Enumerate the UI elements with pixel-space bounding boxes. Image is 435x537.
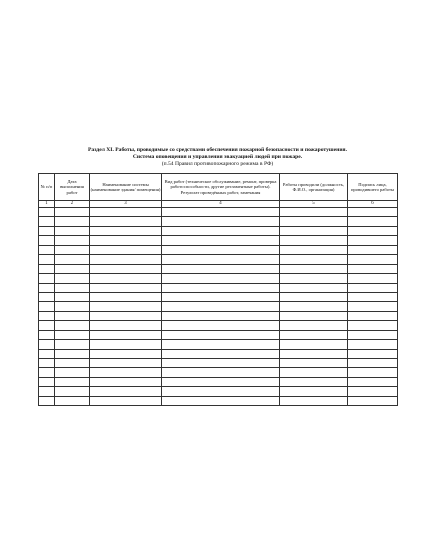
col-header-performed-by: Работы проводили (должность, Ф.И.О., организация) <box>280 174 348 201</box>
table-cell[interactable] <box>90 264 162 273</box>
table-cell[interactable] <box>348 377 398 386</box>
table-cell[interactable] <box>162 236 280 245</box>
table-cell[interactable] <box>348 321 398 330</box>
table-row <box>39 274 398 283</box>
table-cell[interactable] <box>90 349 162 358</box>
table-cell[interactable] <box>348 208 398 217</box>
table-cell[interactable] <box>39 340 55 349</box>
table-cell[interactable] <box>162 264 280 273</box>
table-cell[interactable] <box>39 292 55 301</box>
table-row <box>39 311 398 320</box>
table-cell[interactable] <box>162 245 280 254</box>
table-cell[interactable] <box>39 396 55 405</box>
table-cell[interactable] <box>348 245 398 254</box>
column-number: 3 <box>90 201 162 208</box>
table-cell[interactable] <box>39 226 55 235</box>
table-cell[interactable] <box>39 321 55 330</box>
col-header-system-name: Наименование системы (наименование здания/ помещения) <box>90 174 162 201</box>
table-cell[interactable] <box>348 359 398 368</box>
table-cell[interactable] <box>55 283 90 292</box>
table-cell[interactable] <box>348 264 398 273</box>
table-row <box>39 377 398 386</box>
table-cell[interactable] <box>348 340 398 349</box>
table-cell[interactable] <box>280 236 348 245</box>
table-cell[interactable] <box>280 321 348 330</box>
table-cell[interactable] <box>348 368 398 377</box>
table-cell[interactable] <box>162 321 280 330</box>
heading-title-line-2: Система оповещения и управления эвакуацией людей при пожаре. <box>132 154 303 161</box>
table-cell[interactable] <box>39 302 55 311</box>
table-header-row <box>39 174 398 201</box>
col-header-work-type: Вид работ (техническое обслуживание, ремонт, проверка работоспособности, другие регламентные работы). Результат проведённых работ, замечания <box>162 174 280 201</box>
table-cell[interactable] <box>90 208 162 217</box>
table-row <box>39 340 398 349</box>
table-cell[interactable] <box>90 245 162 254</box>
section-heading <box>40 147 395 169</box>
table-cell[interactable] <box>55 330 90 339</box>
table-cell[interactable] <box>55 274 90 283</box>
table-cell[interactable] <box>55 236 90 245</box>
table-cell[interactable] <box>90 302 162 311</box>
table-cell[interactable] <box>55 226 90 235</box>
table-cell[interactable] <box>55 208 90 217</box>
table-cell[interactable] <box>162 292 280 301</box>
table-cell[interactable] <box>55 349 90 358</box>
table-cell[interactable] <box>162 349 280 358</box>
table-cell[interactable] <box>90 311 162 320</box>
table-row <box>39 330 398 339</box>
table-cell[interactable] <box>280 340 348 349</box>
table-row <box>39 359 398 368</box>
table-cell[interactable] <box>348 274 398 283</box>
table-body <box>39 208 398 406</box>
table-cell[interactable] <box>90 377 162 386</box>
table-row <box>39 292 398 301</box>
table-row <box>39 226 398 235</box>
table-cell[interactable] <box>55 340 90 349</box>
table-cell[interactable] <box>55 255 90 264</box>
table-cell[interactable] <box>90 387 162 396</box>
table-cell[interactable] <box>90 396 162 405</box>
table-cell[interactable] <box>280 349 348 358</box>
table-cell[interactable] <box>55 245 90 254</box>
table-cell[interactable] <box>280 208 348 217</box>
table-cell[interactable] <box>280 255 348 264</box>
table-row <box>39 264 398 273</box>
table-cell[interactable] <box>280 396 348 405</box>
table-cell[interactable] <box>39 377 55 386</box>
table-cell[interactable] <box>39 359 55 368</box>
table-cell[interactable] <box>39 330 55 339</box>
table-cell[interactable] <box>162 208 280 217</box>
table-cell[interactable] <box>55 368 90 377</box>
table-cell[interactable] <box>55 264 90 273</box>
column-number: 1 <box>39 201 55 208</box>
table-cell[interactable] <box>280 283 348 292</box>
table-cell[interactable] <box>39 311 55 320</box>
table-cell[interactable] <box>280 292 348 301</box>
table-cell[interactable] <box>55 377 90 386</box>
col-header-signature: Подпись лица, проводившего работы <box>348 174 398 201</box>
column-number: 5 <box>280 201 348 208</box>
table-cell[interactable] <box>39 236 55 245</box>
table-cell[interactable] <box>162 274 280 283</box>
table-cell[interactable] <box>280 226 348 235</box>
table-cell[interactable] <box>90 226 162 235</box>
table-cell[interactable] <box>39 255 55 264</box>
table-cell[interactable] <box>90 292 162 301</box>
column-number: 4 <box>162 201 280 208</box>
table-cell[interactable] <box>39 217 55 226</box>
table-cell[interactable] <box>162 396 280 405</box>
table-cell[interactable] <box>280 217 348 226</box>
table-cell[interactable] <box>39 264 55 273</box>
table-cell[interactable] <box>280 274 348 283</box>
table-cell[interactable] <box>348 283 398 292</box>
table-cell[interactable] <box>162 255 280 264</box>
column-number: 6 <box>348 201 398 208</box>
table-cell[interactable] <box>90 368 162 377</box>
table-cell[interactable] <box>90 321 162 330</box>
table-row <box>39 368 398 377</box>
table-cell[interactable] <box>90 217 162 226</box>
table-cell[interactable] <box>39 245 55 254</box>
table-row <box>39 321 398 330</box>
table-cell[interactable] <box>280 368 348 377</box>
table-cell[interactable] <box>55 217 90 226</box>
table-cell[interactable] <box>348 349 398 358</box>
table-row <box>39 208 398 217</box>
table-cell[interactable] <box>55 387 90 396</box>
works-log-table <box>38 173 398 406</box>
table-cell[interactable] <box>55 292 90 301</box>
table-cell[interactable] <box>348 226 398 235</box>
table-cell[interactable] <box>90 359 162 368</box>
table-cell[interactable] <box>162 311 280 320</box>
table-cell[interactable] <box>162 377 280 386</box>
table-cell[interactable] <box>348 292 398 301</box>
table-cell[interactable] <box>280 311 348 320</box>
heading-rules-note: (п.54 Правил противопожарного режима в РФ) <box>161 161 274 168</box>
table-row <box>39 236 398 245</box>
table-row <box>39 245 398 254</box>
table-cell[interactable] <box>39 387 55 396</box>
table-row <box>39 283 398 292</box>
table-cell[interactable] <box>162 368 280 377</box>
table-cell[interactable] <box>348 330 398 339</box>
table-cell[interactable] <box>162 217 280 226</box>
table-cell[interactable] <box>162 226 280 235</box>
table-cell[interactable] <box>90 274 162 283</box>
table-cell[interactable] <box>162 302 280 311</box>
table-cell[interactable] <box>162 340 280 349</box>
table-row <box>39 396 398 405</box>
table-cell[interactable] <box>162 359 280 368</box>
column-number: 2 <box>55 201 90 208</box>
table-cell[interactable] <box>55 302 90 311</box>
table-cell[interactable] <box>39 368 55 377</box>
table-cell[interactable] <box>90 330 162 339</box>
table-row <box>39 302 398 311</box>
table-cell[interactable] <box>348 311 398 320</box>
col-header-date: Дата выполнения работ <box>55 174 90 201</box>
table-cell[interactable] <box>280 330 348 339</box>
table-cell[interactable] <box>280 387 348 396</box>
table-row <box>39 387 398 396</box>
column-number-row <box>39 201 398 208</box>
table-cell[interactable] <box>55 396 90 405</box>
table-cell[interactable] <box>39 283 55 292</box>
table-cell[interactable] <box>39 349 55 358</box>
table-row <box>39 255 398 264</box>
table-cell[interactable] <box>90 255 162 264</box>
table-row <box>39 217 398 226</box>
table-row <box>39 349 398 358</box>
table-cell[interactable] <box>348 255 398 264</box>
table-cell[interactable] <box>280 377 348 386</box>
table-cell[interactable] <box>162 387 280 396</box>
table-cell[interactable] <box>280 264 348 273</box>
table-cell[interactable] <box>348 302 398 311</box>
table-cell[interactable] <box>162 283 280 292</box>
table-cell[interactable] <box>280 359 348 368</box>
table-cell[interactable] <box>55 311 90 320</box>
col-header-number: № п/п <box>39 174 55 201</box>
table-cell[interactable] <box>90 236 162 245</box>
heading-title-line-1: Раздел XI. Работы, проводимые со средствами обеспечения пожарной безопасности и пожаротушения. <box>88 147 347 153</box>
table-cell[interactable] <box>90 283 162 292</box>
table-cell[interactable] <box>39 208 55 217</box>
table-cell[interactable] <box>348 396 398 405</box>
table-cell[interactable] <box>280 245 348 254</box>
table-cell[interactable] <box>162 330 280 339</box>
table-cell[interactable] <box>280 302 348 311</box>
table-cell[interactable] <box>90 340 162 349</box>
table-cell[interactable] <box>348 217 398 226</box>
table-cell[interactable] <box>39 274 55 283</box>
table-cell[interactable] <box>348 387 398 396</box>
table-cell[interactable] <box>348 236 398 245</box>
table-cell[interactable] <box>55 321 90 330</box>
table-cell[interactable] <box>55 359 90 368</box>
